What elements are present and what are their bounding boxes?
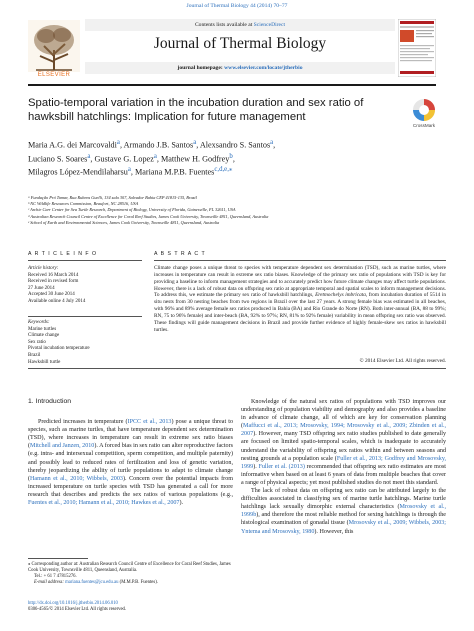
article-info-heading: A R T I C L E I N F O (28, 251, 98, 257)
citation-link[interactable]: Fuller et al., 2013; Godfrey and Mrosovsky, 1999 (241, 455, 446, 470)
homepage-link[interactable]: www.elsevier.com/locate/jtherbio (224, 65, 303, 71)
author-name[interactable]: Milagros López-Mendilaharsu (28, 168, 128, 178)
paragraph (241, 487, 446, 536)
issn-line: 0306-4565/© 2014 Elsevier Ltd. All rights reserved. (28, 607, 127, 612)
citation-link[interactable]: Fuller et al. (2013) (258, 463, 305, 470)
paragraph-text: ), and therefore the most reliable method for sexing hatchlings is through the histological examination of gonadal tissue ( (241, 512, 446, 527)
crossmark-label: CrossMark (412, 123, 436, 128)
section-heading: 1. Introduction (28, 398, 72, 405)
publisher-name: ELSEVIER (37, 72, 71, 78)
keyword-item: Marine turtles (28, 326, 57, 332)
paragraph (28, 418, 233, 507)
contents-bar (85, 19, 395, 31)
affiliation-marker[interactable]: a (270, 139, 274, 146)
affiliations (28, 195, 448, 226)
abstract-heading: A B S T R A C T (154, 251, 206, 257)
footnote-divider (28, 558, 88, 559)
header-divider (28, 84, 436, 86)
paragraph-text: Predicted increases in temperature ( (38, 419, 128, 426)
email-link[interactable]: mariana.fuentes@jcu.edu.au (65, 580, 119, 585)
paragraph-text: ) pose a unique threat to species, such as marine turtles, that have temperature dependent sex determination (TSD), where increases in temperature can result in extreme sex ratio biases ( (28, 419, 233, 450)
author-name[interactable]: , Armando J.B. Santos (119, 140, 194, 150)
citation-link[interactable]: Hamann et al., 2010; Wibbels, 2003 (30, 475, 123, 482)
homepage-prefix: journal homepage: (177, 65, 225, 71)
affiliation-item: ᵉ School of Earth and Environmental Sciences, James Cook University, Townsville 4811, Queensland, Australia (28, 219, 220, 225)
author-separator: , (273, 140, 276, 150)
species-name: Eretmochelys imbricata (315, 292, 366, 299)
paragraph-text: Knowledge of the natural sex ratios of populations with TSD improves our understanding of population viability and demography and also provides a baseline in advance of climate change, all of which are key for conservation planning ( (241, 399, 446, 430)
crossmark-icon[interactable] (403, 97, 445, 123)
homepage-bar (85, 62, 395, 74)
body-column-right (241, 398, 446, 536)
journal-cover-image[interactable] (398, 19, 436, 77)
contents-prefix: Contents lists available at (194, 22, 254, 28)
doi-link[interactable]: http://dx.doi.org/10.1016/j.jtherbio.2014.06.010 (28, 601, 118, 606)
citation-link[interactable]: Mrosovsky et al., 2009; Wibbels, 2003; Yntema and Mrosovsky, 1980 (241, 520, 447, 535)
keywords-heading: Keywords: (28, 320, 50, 325)
abstract-copyright: © 2014 Elsevier Ltd. All rights reserved. (359, 358, 446, 364)
paragraph (241, 398, 446, 487)
citation-link[interactable]: Fuentes et al., 2010; Hamann et al., 2010; Hawkes et al., 2007 (28, 500, 180, 507)
affiliation-marker[interactable]: b (229, 152, 233, 160)
affiliation-marker[interactable]: a (116, 139, 120, 146)
citation-link[interactable]: Mitchell and Janzen, 2010 (30, 443, 95, 450)
abstract-bottom-divider (28, 368, 446, 369)
keywords-divider (28, 316, 142, 317)
elsevier-tree-logo (28, 20, 80, 78)
article-history (28, 266, 148, 306)
sciencedirect-link[interactable]: ScienceDirect (253, 22, 286, 28)
journal-title: Journal of Thermal Biology (153, 35, 327, 52)
affiliation-item: ᵇ NC Wildlife Resources Commission, Beaufort, NC 28516, USA (28, 201, 139, 207)
abstract-text (154, 265, 446, 333)
paragraph-text: ). Concern over the potential impacts from increased temperature on turtle species with TSD has generated a call for more research that describes and predicts the sex ratios of various populations (e.g., (28, 475, 233, 498)
author-name[interactable]: , Mariana M.P.B. Fuentes (130, 168, 215, 178)
corresponding-author-note: ⁎ Corresponding author at: Australian Research Council Centre of Excellence for Coral Reef Studies, James Cook University, Townsville 4811, Queensland, Australia. (28, 562, 231, 573)
paragraph-text: ). However, many TSD offspring sex ratio studies published to date generally are focused on limited spatio-temporal scales, which is inadequate to accurately understand the variability of offspring sex ratios within and between seasons and nesting grounds at a population scale ( (241, 431, 446, 462)
history-heading: Article history: (28, 266, 59, 271)
telephone: Tel.: + 61 7 47815276. (34, 574, 77, 579)
doi-block (28, 601, 238, 613)
paragraph-text: ). (253, 463, 259, 470)
affiliation-item: ᵃ Fundação Pró Tamar, Rua Rubens Guelli, 134 sala 307, Salvador Bahia CEP 41815-135, Brazil (28, 195, 197, 200)
keywords (28, 320, 148, 366)
history-item: Received in revised form (28, 279, 79, 285)
history-item: Received 16 March 2014 (28, 272, 79, 278)
paragraph-text: ). However, this (314, 528, 354, 535)
paragraph-text: ). (179, 500, 184, 507)
affiliation-marker[interactable]: a (153, 152, 157, 160)
paragraph-text: ). A forced bias in sex ratio can alter reproductive factors (e.g. intra- and intersexual competition, sperm competition, and multiple paternity) and possibly lead to reduced rates of fertilization and loss of genetic variation, thereby jeopardizing the ability of turtle populations to adapt to climate change ( (28, 443, 233, 482)
email-line (28, 580, 238, 586)
affiliation-marker[interactable]: a (193, 139, 197, 146)
citation-link[interactable]: Mrosovsky et al., 1999b (241, 504, 446, 519)
keyword-item: Climate change (28, 333, 60, 339)
author-name[interactable]: Luciano S. Soares (28, 154, 88, 164)
author-name[interactable]: Maria A.G. dei Marcovaldi (28, 140, 117, 150)
affiliation-item: ᶜ Archie Carr Center for Sea Turtle Research, Department of Biology, University of Florida, Gainesville, FL 32611, USA (28, 207, 236, 213)
email-label: E-mail address: (34, 580, 66, 585)
keyword-item: Hawksbill turtle (28, 359, 61, 365)
author-name[interactable]: , Gustave G. Lopez (90, 154, 154, 164)
paragraph-text: The lack of robust data on offspring sex ratio can be attributed largely to the difficulties associated in classifying sex of marine turtle hatchlings. Marine turtle hatchlings lack sexually dimorphic external characteristics ( (241, 488, 446, 511)
affiliation-item: ᵈ Australian Research Council Centre of Excellence for Coral Reef Studies, James Cook University, Townsville 4811, Queensland, Australia (28, 213, 269, 219)
citation-link[interactable]: Maffucci et al., 2013; Mrosovsky, 1994; Mrosovsky et al., 2009; Zbinden et al., 2007 (241, 423, 446, 438)
citation-header[interactable]: Journal of Thermal Biology 44 (2014) 70–77 (186, 3, 288, 9)
history-item: Available online 4 July 2014 (28, 298, 86, 304)
citation-link[interactable]: IPCC et al., 2013 (127, 419, 172, 426)
affiliation-marker[interactable]: a (127, 166, 131, 174)
abstract-text-part: , from incubation duration of 5514 in situ nests from 30 nesting beaches from two regions in Brazil over the last 27 years. A strong female bias was estimated in all beaches, with 96% and 89% average female sex ratios produced in Bahia (BA) and Rio Grande do Norte (RN). Both inter-annual (BA, 88 to 99%; RN, 75 to 96% female) and inter-beach (BA, 92% to 97%; RN, 81% to 92% female) variability in mean offspring sex ratio was observed. These findings will guide management decisions in Brazil and provide further evidence of highly female-skew sex ratios in hawksbill turtles. (154, 292, 446, 333)
author-separator: , (232, 154, 235, 164)
paragraph-text: recommended that offspring sex ratio estimates are most informative when based on at least 6 years of data from multiple beaches that cover a range of physical aspects; yet most published studies do not meet this standard. (241, 463, 447, 486)
email-suffix: (M.M.P.B. Fuentes). (118, 580, 158, 585)
footnotes (28, 562, 238, 586)
keyword-item: Brazil (28, 352, 41, 358)
history-item: Accepted 30 June 2014 (28, 292, 75, 298)
author-name[interactable]: , Matthew H. Godfrey (156, 154, 230, 164)
keyword-item: Sex ratio (28, 339, 46, 345)
body-column-left (28, 398, 233, 507)
affiliation-marker[interactable]: c,d,e,⁎ (214, 166, 233, 174)
keyword-item: Pivotal incubation temperature (28, 346, 90, 352)
article-info-divider (28, 260, 142, 261)
abstract-divider (154, 260, 446, 261)
author-name[interactable]: , Alexsandro S. Santos (196, 140, 271, 150)
affiliation-marker[interactable]: a (87, 152, 91, 160)
history-item: 27 June 2014 (28, 285, 55, 291)
abstract-text-part: Climate change poses a unique threat to species with temperature dependent sex determination (TSD), such as marine turtles, where increases in temperature can result in extreme sex ratio biases. Knowledge of the primary sex ratio of populations with TSD is key for providing a baseline to inform management strategies and to accurately predict how future climate changes may affect turtle populations. However, there is a lack of robust data on offspring sex ratio at appropriate temporal and spatial scales to inform management decisions. To address this, we estimate the primary sex ratio of hawksbill hatchlings, (154, 265, 446, 299)
article-title: Spatio-temporal variation in the incubation duration and sex ratio of hawksbill hatchlings: Implication for future management (28, 97, 364, 123)
author-list (28, 137, 328, 178)
